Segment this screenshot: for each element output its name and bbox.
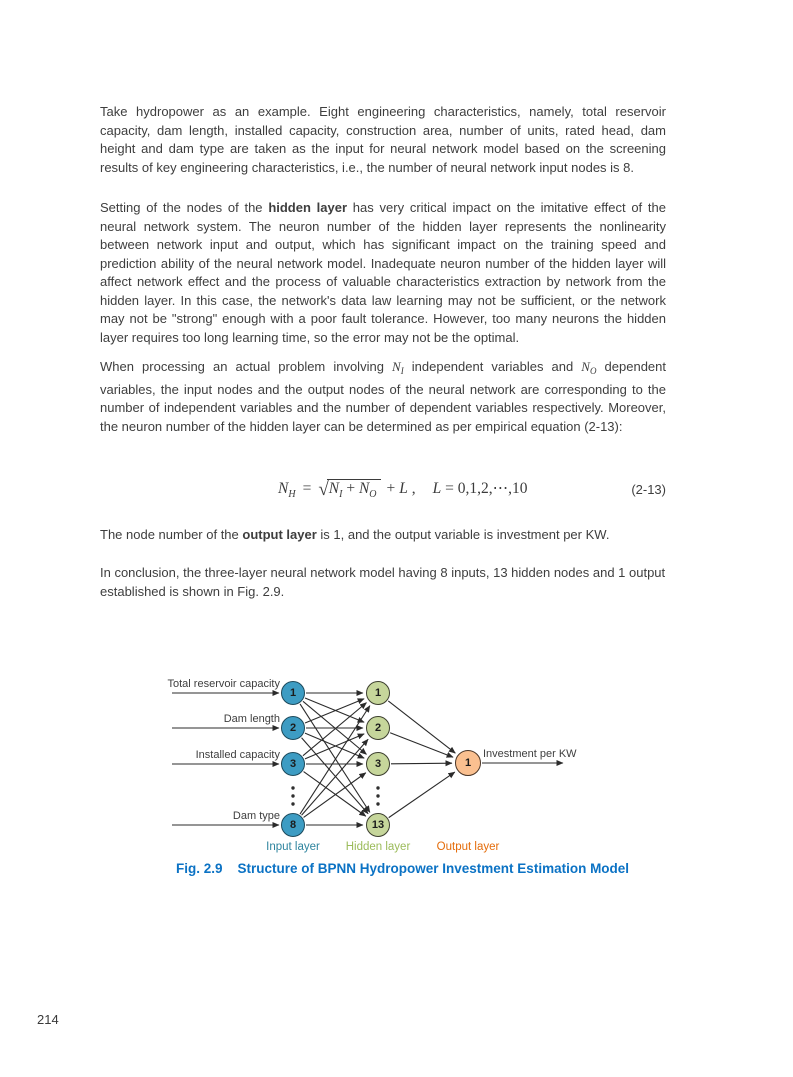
equation-condition <box>433 480 528 497</box>
input-label-total-reservoir-capacity: Total reservoir capacity <box>167 678 280 690</box>
paragraph-text: Setting of the nodes of the <box>100 200 269 215</box>
paragraph-text: When processing an actual problem involving <box>100 359 393 374</box>
body-paragraph-3 <box>100 358 666 436</box>
figure-caption <box>176 861 629 876</box>
hidden-node-3: 3 <box>366 752 390 776</box>
equation-lhs: N <box>278 480 289 497</box>
math-var-ni-subscript: I <box>400 366 404 376</box>
paragraph-text: dependent variables, the input nodes and the output nodes of the neural network are corresponding to the number of independent variables and the number of dependent variables respectively. Moreover, the neuron number of the hidden layer can be determined as per empirical equation (2-13): <box>100 359 666 434</box>
input-layer-label: Input layer <box>266 841 320 853</box>
input-node-2: 2 <box>281 716 305 740</box>
output-layer-label: Output layer <box>436 841 500 853</box>
condition-values: = 0,1,2,⋯,10 <box>445 480 528 497</box>
network-connections-graphic <box>0 655 793 890</box>
output-node-1: 1 <box>455 750 481 776</box>
math-var-ni: N <box>392 359 401 374</box>
hidden-node-1: 1 <box>366 681 390 705</box>
input-node-1: 1 <box>281 681 305 705</box>
hidden-node-2: 2 <box>366 716 390 740</box>
bpnn-structure-figure <box>0 655 793 890</box>
radical-sign: √ <box>318 479 329 500</box>
bold-term-hidden-layer: hidden layer <box>268 200 348 215</box>
input-node-8: 8 <box>281 813 305 837</box>
paragraph-text: independent variables and <box>403 359 582 374</box>
math-var-no: N <box>581 359 590 374</box>
var-l: L <box>399 480 408 497</box>
figure-caption-title: Structure of BPNN Hydropower Investment Estimation Model <box>237 861 630 876</box>
equation-body <box>278 479 528 501</box>
radicand-var-ni-sub: I <box>339 489 343 500</box>
radicand <box>327 479 381 500</box>
comma: , <box>411 480 416 497</box>
plus-sign: + <box>386 480 396 497</box>
equation-lhs-subscript: H <box>288 489 296 500</box>
radicand-var-ni: N <box>328 480 340 497</box>
math-var-no-subscript: O <box>589 366 597 376</box>
equation-2-13 <box>100 476 666 510</box>
body-paragraph-1 <box>100 103 666 177</box>
paragraph-text: Take hydropower as an example. Eight engineering characteristics, namely, total reservoir capacity, dam length, installed capacity, construction area, number of units, rated head, dam height and dam type are taken as the input for neural network model based on the screening results of key engineering characteristics, i.e., the number of neural network input nodes is 8. <box>100 104 666 175</box>
input-label-installed-capacity: Installed capacity <box>195 749 280 761</box>
output-label-investment-per-kw: Investment per KW <box>483 748 577 760</box>
paragraph-text: The node number of the <box>100 527 243 542</box>
input-label-dam-length: Dam length <box>223 713 280 725</box>
radicand-var-no: N <box>358 480 370 497</box>
input-label-dam-type: Dam type <box>232 810 280 822</box>
bold-term-output-layer: output layer <box>242 527 317 542</box>
input-node-3: 3 <box>281 752 305 776</box>
radicand-var-no-sub: O <box>369 489 377 500</box>
equals-sign: = <box>302 480 312 497</box>
paragraph-text: has very critical impact on the imitative effect of the neural network system. The neuron number of the hidden layer represents the nonlinearity between network input and output, which has significant impact on the training speed and prediction ability of the neural network model. Inadequate neuron number of the hidden layer will affect network effect and the process of valuable characteristics extraction by network from the hidden layer. In this case, the network's data law learning may not be sufficient, or the network may not be "strong" enough with a poor fault tolerance. However, too many neurons the hidden layer requires too long learning time, so the error may not be the optimal. <box>100 200 667 345</box>
body-paragraph-5 <box>100 564 666 601</box>
paragraph-text: In conclusion, the three-layer neural network model having 8 inputs, 13 hidden nodes and 1 output established is shown in Fig. 2.9. <box>100 565 666 599</box>
page-number: 214 <box>37 1012 59 1027</box>
body-paragraph-2 <box>100 199 666 347</box>
equation-number: (2-13) <box>631 482 666 497</box>
figure-caption-label: Fig. 2.9 <box>176 861 223 876</box>
hidden-layer-label: Hidden layer <box>345 841 411 853</box>
condition-var-l: L <box>432 480 442 497</box>
hidden-node-13: 13 <box>366 813 390 837</box>
body-paragraph-4 <box>100 526 666 545</box>
paragraph-text: is 1, and the output variable is investment per KW. <box>316 527 610 542</box>
radicand-plus: + <box>346 480 356 497</box>
